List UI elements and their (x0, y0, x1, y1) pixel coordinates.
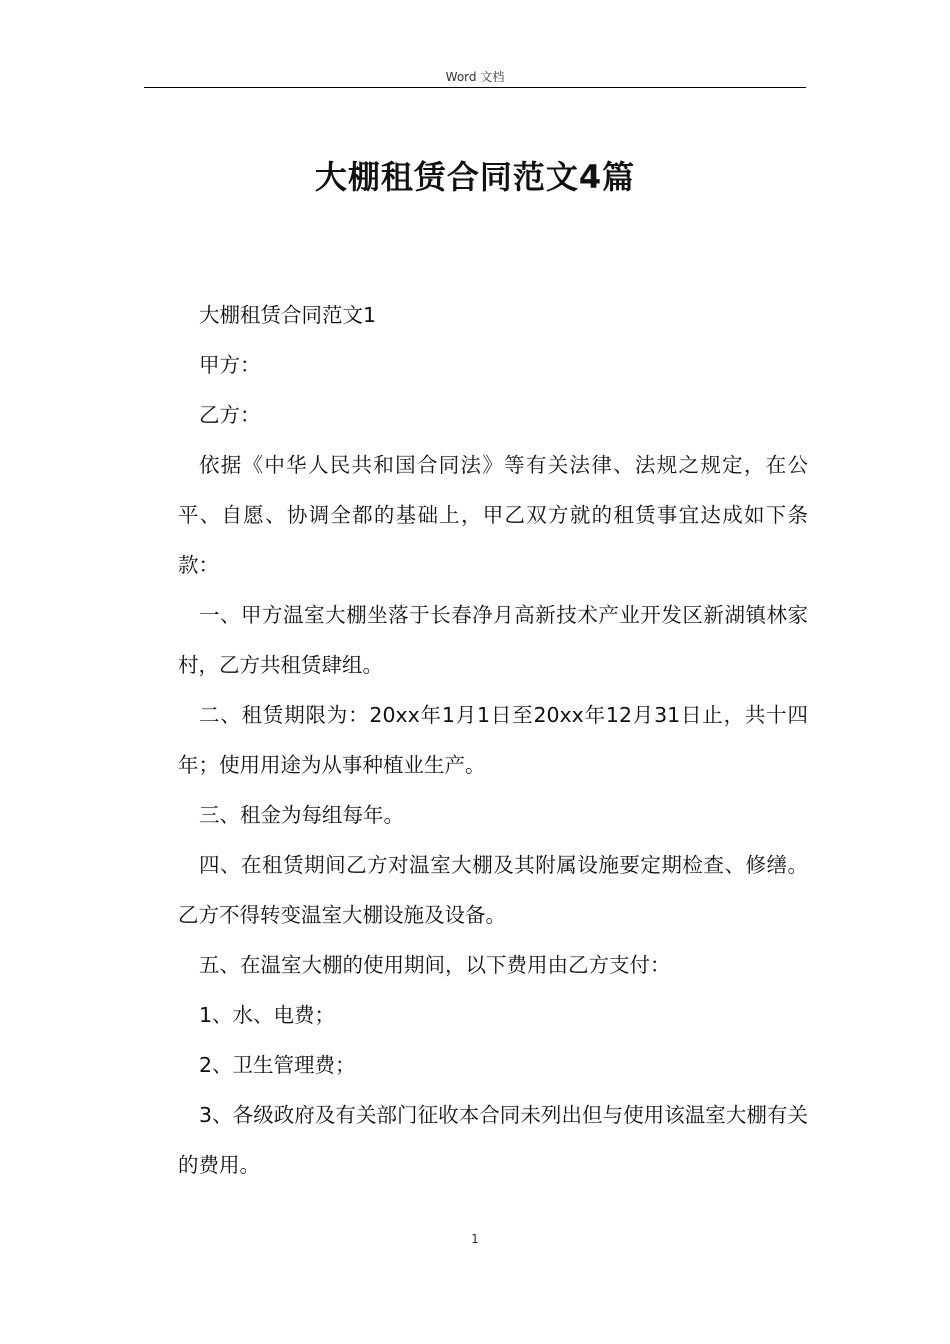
paragraph-section-heading: 大棚租赁合同范文1 (199, 303, 377, 327)
paragraph-party-b: 乙方： (199, 403, 261, 427)
list-item-2: 2、卫生管理费； (199, 1053, 356, 1077)
paragraph-clause-4: 四、在租赁期间乙方对温室大棚及其附属设施要定期检查、修缮。乙方不得转变温室大棚设施及设备。 (178, 853, 808, 927)
paragraph-clause-3: 三、租金为每组每年。 (199, 803, 404, 827)
page-number: 1 (471, 1232, 479, 1246)
paragraph-party-a: 甲方： (199, 353, 261, 377)
paragraph-preamble: 依据《中华人民共和国合同法》等有关法律、法规之规定，在公平、自愿、协调全都的基础上，甲乙双方就的租赁事宜达成如下条款： (178, 453, 808, 577)
header-label: Word 文档 (445, 70, 505, 84)
document-body (178, 290, 808, 1190)
list-item-3: 3、各级政府及有关部门征收本合同未列出但与使用该温室大棚有关的费用。 (178, 1103, 808, 1177)
list-item-1: 1、水、电费； (199, 1003, 336, 1027)
document-title: 大棚租赁合同范文4篇 (314, 158, 636, 196)
paragraph-clause-2: 二、租赁期限为：20xx年1月1日至20xx年12月31日止，共十四年；使用用途为从事种植业生产。 (178, 703, 808, 777)
paragraph-clause-1: 一、甲方温室大棚坐落于长春净月高新技术产业开发区新湖镇林家村，乙方共租赁肆组。 (178, 603, 808, 677)
paragraph-clause-5: 五、在温室大棚的使用期间，以下费用由乙方支付： (199, 953, 671, 977)
header-divider (144, 87, 806, 88)
